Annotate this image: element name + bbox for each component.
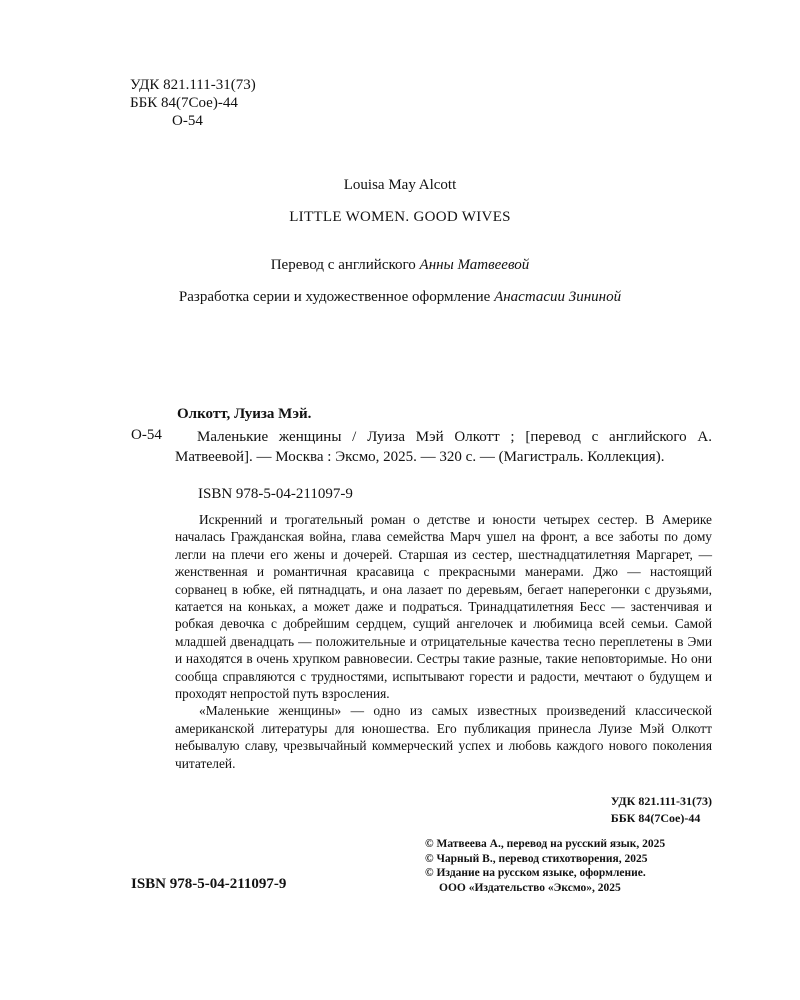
original-author: Louisa May Alcott [343, 177, 457, 193]
catalog-code: О-54 [131, 427, 162, 443]
catalog-isbn: ISBN 978-5-04-211097-9 [198, 486, 353, 502]
bbk-code: ББК 84(7Сое)-44 [130, 95, 238, 111]
annotation-paragraph-2: «Маленькие женщины» — одно из самых известных произведений классической американской литературы для юношества. Его публикация принесла Луизе Мэй Олкотт небывалую славу, чрезвычайный коммерческий успех и любовь каждого нового поколения читателей. [175, 703, 712, 771]
udk-code: УДК 821.111-31(73) [130, 77, 256, 93]
design-prefix: Разработка серии и художественное оформление [178, 289, 491, 305]
translator-prefix: Перевод с английского [270, 257, 416, 273]
translator-name: Анны Матвеевой [419, 257, 530, 273]
catalog-description [175, 427, 712, 467]
copyright-line-2: © Чарный В., перевод стихотворения, 2025 [425, 852, 648, 865]
author-mark: О-54 [172, 113, 203, 129]
footer-udk: УДК 821.111-31(73) [610, 794, 712, 808]
footer-classification [611, 793, 712, 827]
annotation-paragraph-1: Искренний и трогательный роман о детстве и юности четырех сестер. В Америке началась Гражданская война, глава семейства Марч ушел на фронт, а все заботы по дому легли на плечи его жены и дочерей. Старшая из сестер, шестнадцатилетняя Маргарет, — женственная и романтичная красавица с прекрасными манерами. Джо — настоящий сорванец в юбке, ей пятнадцать, и она лазает по деревьям, бегает наперегонки с друзьями, катается на коньках, а может даже и подраться. Тринадцатилетняя Бесс — застенчивая и робкая девочка с добрейшим сердцем, сущий ангелочек и любимица всей семьи. Самой младшей двенадцать — положительные и отрицательные качества тесно переплетены в Эми и находятся в очень хрупком равновесии. Сестры такие разные, такие неповторимые. Но они сообща справляются с трудностями, испытывают горести и радости, мечтают о будущем и проходят непростой путь взросления. [175, 512, 712, 702]
copyright-block [425, 837, 665, 895]
original-title: LITTLE WOMEN. GOOD WIVES [289, 209, 511, 225]
designer-name: Анастасии Зининой [494, 289, 622, 305]
copyright-line-1: © Матвеева А., перевод на русский язык, 2025 [425, 838, 666, 850]
classification-block [130, 76, 256, 130]
catalog-description-text: Маленькие женщины / Луиза Мэй Олкотт ; [перевод с английского А. Матвеевой]. — Москва : Эксмо, 2025. — 320 с. — (Магистраль. Коллекция). [175, 429, 712, 465]
isbn-bottom: ISBN 978-5-04-211097-9 [131, 876, 287, 892]
copyright-line-4: ООО «Издательство «Эксмо», 2025 [439, 881, 621, 894]
annotation [175, 511, 712, 772]
footer-bbk: ББК 84(7Сое)-44 [610, 811, 701, 825]
translator-credit [0, 257, 800, 274]
catalog-author: Олкотт, Луиза Мэй. [177, 406, 312, 422]
design-credit [0, 289, 800, 306]
copyright-line-3: © Издание на русском языке, оформление. [425, 867, 646, 879]
